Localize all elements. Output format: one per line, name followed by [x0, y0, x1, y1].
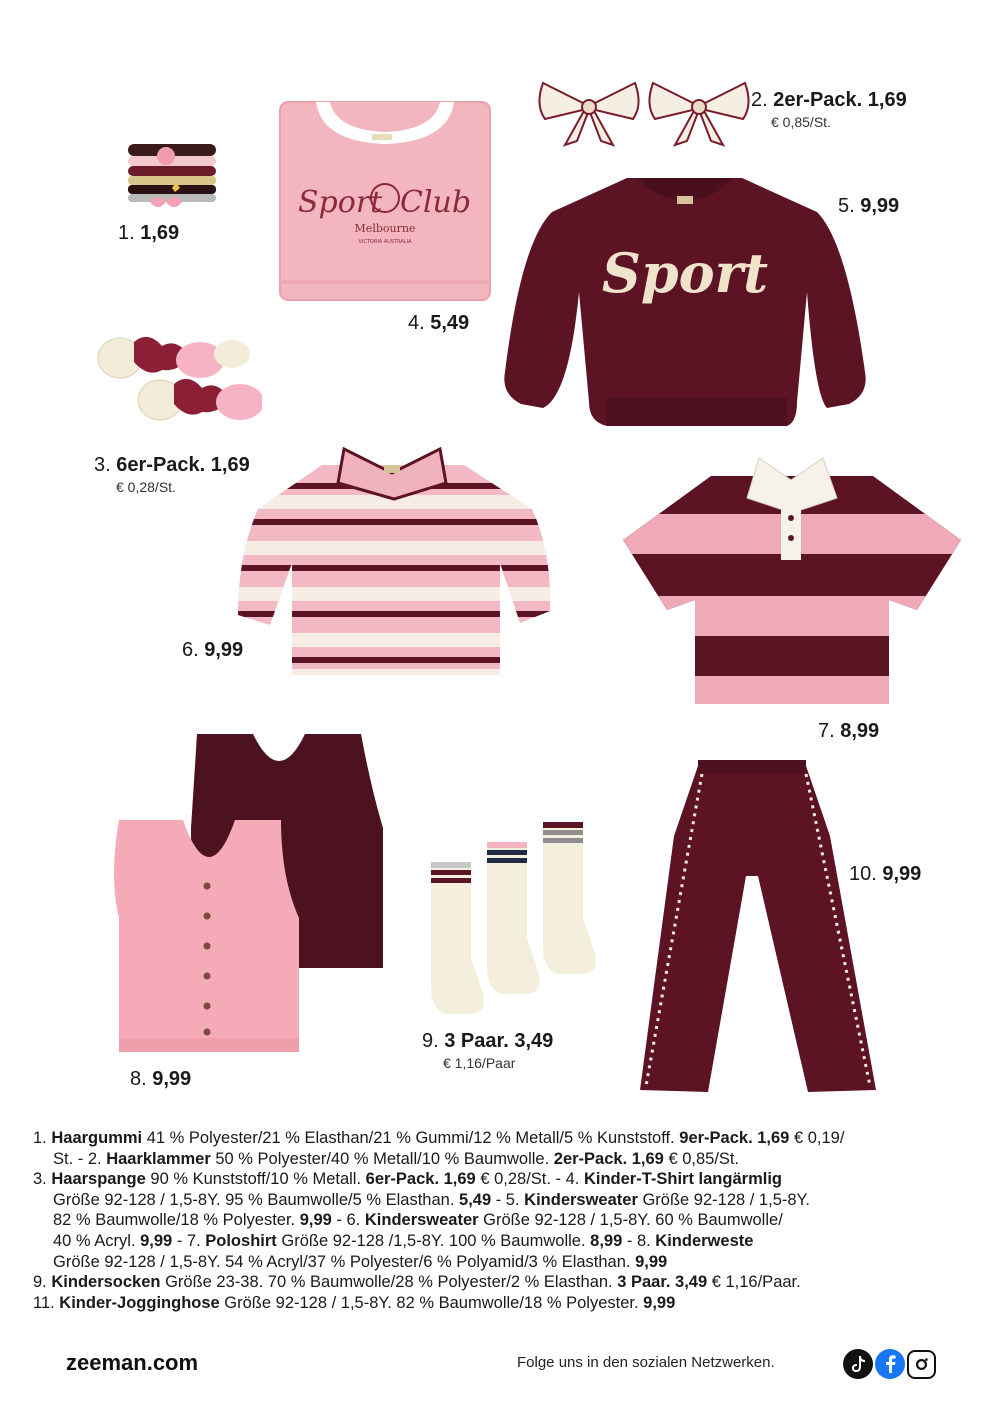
description-bold: Poloshirt — [205, 1231, 277, 1250]
description-text: Größe 92-128 / 1,5-8Y. 95 % Baumwolle/5 % Elasthan. — [53, 1190, 460, 1209]
description-text: Größe 92-128 / 1,5-8Y. 60 % Baumwolle/ — [478, 1211, 783, 1230]
description-bold: Kinderweste — [655, 1231, 754, 1250]
product-descriptions — [33, 1128, 983, 1313]
description-bold: 5,49 — [459, 1190, 492, 1209]
svg-text:Melbourne: Melbourne — [354, 222, 416, 235]
description-bold: 9,99 — [299, 1211, 332, 1230]
product-image-burgundy-sweater — [497, 172, 872, 430]
unit-price-2: € 0,85/St. — [771, 114, 831, 130]
price-label-6: 6. 9,99 — [182, 639, 244, 661]
description-bold: 2er-Pack. 1,69 — [553, 1149, 664, 1168]
description-text: 3. — [33, 1170, 52, 1189]
description-bold: 3 Paar. 3,49 — [617, 1273, 708, 1292]
description-text: - 6. — [331, 1211, 365, 1230]
description-text: 9. — [33, 1273, 52, 1292]
unit-price-3: € 0,28/St. — [116, 479, 176, 495]
description-bold: Kindersweater — [524, 1190, 638, 1209]
price-label-9: 9. 3 Paar. 3,49 — [422, 1030, 554, 1052]
description-bold: Kindersweater — [364, 1211, 479, 1230]
description-text: € 0,85/St. — [663, 1149, 740, 1168]
product-image-knit-vests — [105, 728, 387, 1058]
price-label-10: 10. 9,99 — [849, 863, 922, 885]
description-bold: Kindersocken — [51, 1273, 161, 1292]
description-text: 41 % Polyester/21 % Elasthan/21 % Gummi/12 % Metall/5 % Kunststoff. — [142, 1129, 680, 1147]
price-label-3: 3. 6er-Pack. 1,69 — [94, 454, 250, 476]
product-image-striped-sweater — [232, 443, 554, 681]
product-image-hair-ties — [122, 138, 222, 218]
description-text: 40 % Acryl. — [53, 1231, 141, 1250]
description-text: Größe 92-128 / 1,5-8Y. 54 % Acryl/37 % Polyester/6 % Polyamid/3 % Elasthan. — [53, 1252, 636, 1271]
description-bold: Kinder-T-Shirt langärmlig — [583, 1170, 782, 1189]
description-line — [33, 1149, 983, 1170]
price-label-2: 2. 2er-Pack. 1,69 — [751, 89, 907, 111]
description-text: 50 % Polyester/40 % Metall/10 % Baumwolle. — [210, 1149, 554, 1168]
product-image-sport-club-shirt — [278, 94, 492, 302]
description-text: 11. — [33, 1293, 60, 1312]
price-label-5: 5. 9,99 — [838, 195, 900, 217]
description-text: Größe 92-128 / 1,5-8Y. 82 % Baumwolle/18 % Polyester. — [219, 1293, 644, 1312]
product-image-hair-clips — [92, 328, 262, 438]
product-image-socks — [425, 818, 620, 1018]
description-bold: Haarspange — [51, 1170, 146, 1189]
description-text: - 7. — [172, 1231, 206, 1250]
description-text: € 0,28/St. - 4. — [475, 1170, 584, 1189]
site-url[interactable]: zeeman.com — [66, 1350, 199, 1375]
price-label-8: 8. 9,99 — [130, 1068, 192, 1090]
unit-price-9: € 1,16/Paar — [443, 1055, 516, 1071]
description-text: € 1,16/Paar. — [707, 1273, 801, 1292]
description-bold: 6er-Pack. 1,69 — [365, 1170, 476, 1189]
price-label-4: 4. 5,49 — [408, 312, 470, 334]
instagram-icon[interactable] — [907, 1350, 936, 1379]
description-line — [33, 1190, 983, 1211]
description-line — [33, 1128, 983, 1149]
description-text: Größe 92-128 / 1,5-8Y. — [637, 1190, 811, 1209]
description-text: Größe 23-38. 70 % Baumwolle/28 % Polyester/2 % Elasthan. — [160, 1273, 618, 1292]
description-line — [33, 1231, 983, 1252]
facebook-icon[interactable] — [875, 1349, 905, 1379]
description-bold: Haargummi — [51, 1129, 143, 1147]
description-bold: 9er-Pack. 1,69 — [679, 1129, 790, 1147]
description-text: € 0,19/ — [789, 1129, 845, 1147]
product-image-hair-bows — [535, 75, 757, 155]
description-line — [33, 1169, 983, 1190]
social-prompt: Folge uns in den sozialen Netzwerken. — [517, 1354, 775, 1371]
price-label-7: 7. 8,99 — [818, 720, 880, 742]
description-bold: 8,99 — [590, 1231, 623, 1250]
svg-text:Club: Club — [400, 185, 472, 220]
svg-text:Sport: Sport — [601, 241, 769, 305]
description-bold: 9,99 — [643, 1293, 676, 1312]
description-bold: Haarklammer — [106, 1149, 211, 1168]
description-text: - 5. — [491, 1190, 525, 1209]
description-text: - 8. — [622, 1231, 656, 1250]
description-line — [33, 1272, 983, 1293]
description-line — [33, 1293, 983, 1314]
description-line — [33, 1252, 983, 1273]
svg-text:Sport: Sport — [298, 185, 383, 220]
description-text: 82 % Baumwolle/18 % Polyester. — [53, 1211, 300, 1230]
description-text: 90 % Kunststoff/10 % Metall. — [145, 1170, 366, 1189]
description-text: St. - 2. — [53, 1149, 107, 1168]
product-image-jogging-pants — [638, 756, 878, 1096]
svg-text:VICTORIA AUSTRALIA: VICTORIA AUSTRALIA — [358, 239, 412, 245]
description-text: Größe 92-128 /1,5-8Y. 100 % Baumwolle. — [276, 1231, 591, 1250]
description-line — [33, 1210, 983, 1231]
description-bold: Kinder-Jogginghose — [59, 1293, 220, 1312]
product-image-polo-shirt — [619, 454, 965, 708]
tiktok-icon[interactable] — [843, 1349, 873, 1379]
price-label-1: 1. 1,69 — [118, 222, 180, 244]
description-bold: 9,99 — [140, 1231, 173, 1250]
description-text: 1. — [33, 1129, 52, 1147]
description-bold: 9,99 — [635, 1252, 668, 1271]
